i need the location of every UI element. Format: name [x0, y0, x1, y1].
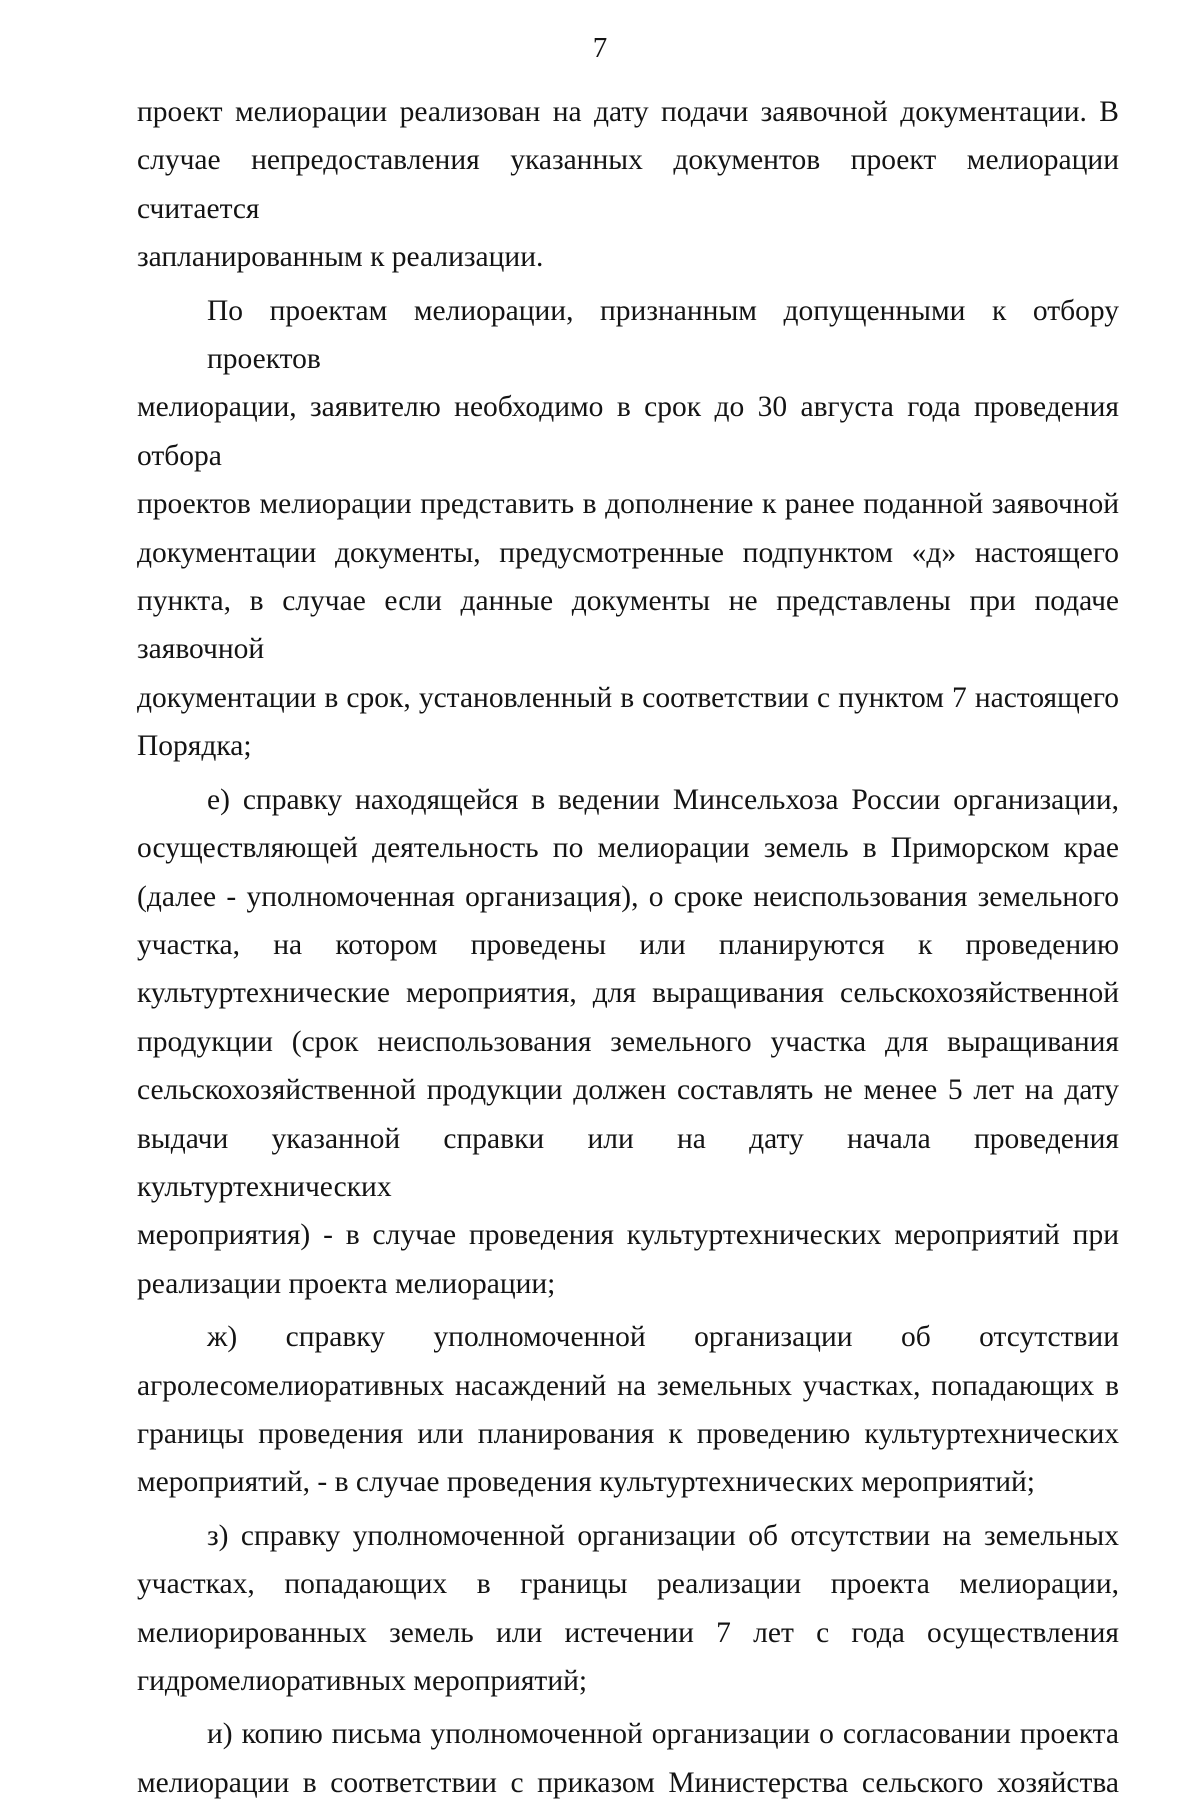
paragraph-item-e: [137, 776, 1119, 1308]
text-line: пункта, в случае если данные документы не представлены при подаче заявочной: [137, 585, 1119, 666]
text-line: е) справку находящейся в ведении Минсельхоза России организации,: [207, 783, 1119, 816]
text-line: участках, попадающих в границы реализации проекта мелиорации,: [137, 1568, 1119, 1601]
text-line: участка, на котором проведены или планируются к проведению: [137, 928, 1119, 961]
text-line: документации в срок, установленный в соответствии с пунктом 7 настоящего: [137, 681, 1119, 714]
text-line: реализации проекта мелиорации;: [137, 1267, 556, 1300]
text-line: сельскохозяйственной продукции должен составлять не менее 5 лет на дату: [137, 1074, 1119, 1107]
text-line: границы проведения или планирования к проведению культуртехнических: [137, 1417, 1119, 1450]
text-line: осуществляющей деятельность по мелиорации земель в Приморском крае: [137, 832, 1119, 865]
text-line: агролесомелиоративных насаждений на земельных участках, попадающих в: [137, 1369, 1119, 1402]
text-line: выдачи указанной справки или на дату начала проведения культуртехнических: [137, 1122, 1119, 1203]
text-line: случае непредоставления указанных документов проект мелиорации считается: [137, 144, 1119, 225]
text-line: культуртехнические мероприятия, для выращивания сельскохозяйственной: [137, 977, 1119, 1010]
text-line: проектов мелиорации представить в дополнение к ранее поданной заявочной: [137, 488, 1119, 521]
text-line: запланированным к реализации.: [137, 241, 544, 274]
text-line: документации документы, предусмотренные подпунктом «д» настоящего: [137, 536, 1119, 569]
text-line: мероприятий, - в случае проведения культуртехнических мероприятий;: [137, 1466, 1035, 1499]
text-line: По проектам мелиорации, признанным допущенными к отбору проектов: [207, 294, 1119, 376]
text-line: продукции (срок неиспользования земельного участка для выращивания: [137, 1025, 1119, 1058]
text-line: (далее - уполномоченная организация), о сроке неиспользования земельного: [137, 880, 1119, 913]
paragraph-item-z: [137, 1512, 1119, 1706]
text-line: мероприятия) - в случае проведения культуртехнических мероприятий при: [137, 1219, 1119, 1252]
paragraph-continuation: [137, 88, 1119, 282]
document-body: [137, 88, 1119, 1807]
text-line: мелиорации в соответствии с приказом Министерства сельского хозяйства: [137, 1766, 1119, 1799]
text-line: ж) справку уполномоченной организации об отсутствии: [207, 1321, 1119, 1354]
text-line: проект мелиорации реализован на дату подачи заявочной документации. В: [137, 96, 1119, 128]
text-line: мелиорации, заявителю необходимо в срок до 30 августа года проведения отбора: [137, 391, 1119, 472]
text-line: мелиорированных земель или истечении 7 лет с года осуществления: [137, 1616, 1119, 1649]
text-line: Порядка;: [137, 730, 252, 763]
text-line: з) справку уполномоченной организации об отсутствии на земельных: [207, 1519, 1119, 1552]
paragraph-selected-projects: [137, 287, 1119, 771]
text-line: гидромелиоративных мероприятий;: [137, 1665, 588, 1697]
paragraph-item-i: [137, 1710, 1119, 1807]
text-line: и) копию письма уполномоченной организации о согласовании проекта: [207, 1718, 1119, 1751]
page-number: 7: [592, 32, 608, 64]
paragraph-item-zh: [137, 1313, 1119, 1507]
